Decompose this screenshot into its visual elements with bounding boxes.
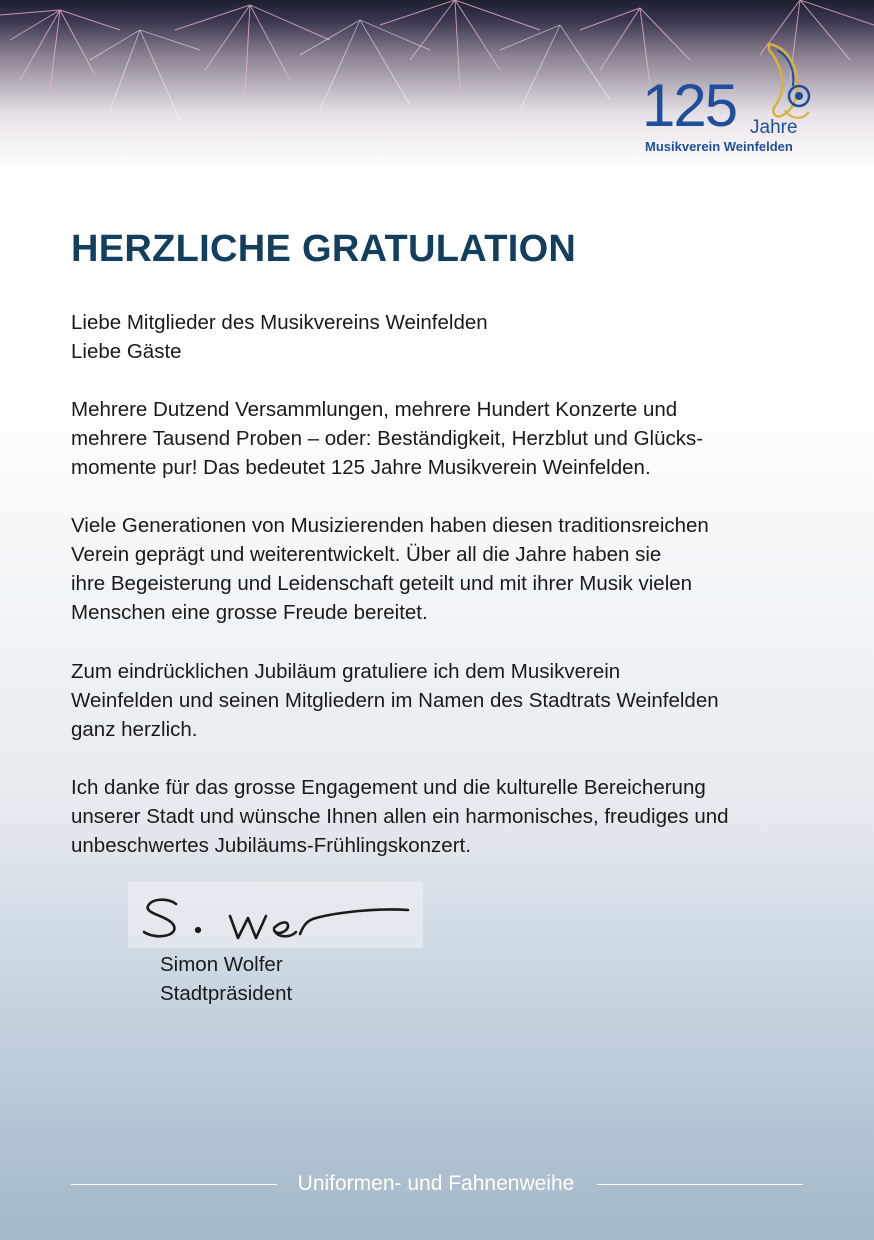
page-title: HERZLICHE GRATULATION bbox=[71, 228, 577, 270]
paragraph-4: Ich danke für das grosse Engagement und die kulturelle Bereicherung unserer Stadt und wünsche Ihnen allen ein harmonisches, freudiges und unbeschwertes Jubiläums-Frühlingskonzert. bbox=[71, 776, 729, 857]
signer-role: Stadtpräsident bbox=[160, 982, 293, 1005]
signer-name: Simon Wolfer bbox=[160, 953, 283, 976]
logo-jahre: Jahre bbox=[750, 117, 798, 138]
anniversary-logo bbox=[640, 40, 820, 160]
logo-number: 125 bbox=[642, 72, 737, 139]
handwritten-signature bbox=[128, 882, 423, 948]
paragraph-1: Mehrere Dutzend Versammlungen, mehrere Hundert Konzerte und mehrere Tausend Proben – oder: Beständigkeit, Herzblut und Glücks- momente pur! Das bedeutet 125 Jahre Musikverein Weinfelden. bbox=[71, 398, 704, 479]
footer-text: Uniformen- und Fahnenweihe bbox=[297, 1172, 575, 1195]
paragraph-2: Viele Generationen von Musizierenden haben diesen traditionsreichen Verein geprägt und weiterentwickelt. Über all die Jahre haben sie ihre Begeisterung und Leidenschaft geteilt und mit ihrer Musik vielen Menschen eine grosse Freude bereitet. bbox=[71, 514, 709, 624]
paragraph-3: Zum eindrücklichen Jubiläum gratuliere ich dem Musikverein Weinfelden und seinen Mitgliedern im Namen des Stadtrats Weinfelden ganz herzlich. bbox=[71, 660, 719, 741]
signature-area bbox=[128, 882, 423, 948]
logo-subtitle: Musikverein Weinfelden bbox=[645, 139, 793, 154]
salutation: Liebe Mitglieder des Musikvereins Weinfelden Liebe Gäste bbox=[71, 311, 488, 363]
footer-divider-right bbox=[597, 1184, 803, 1185]
footer-divider-left bbox=[71, 1184, 277, 1185]
